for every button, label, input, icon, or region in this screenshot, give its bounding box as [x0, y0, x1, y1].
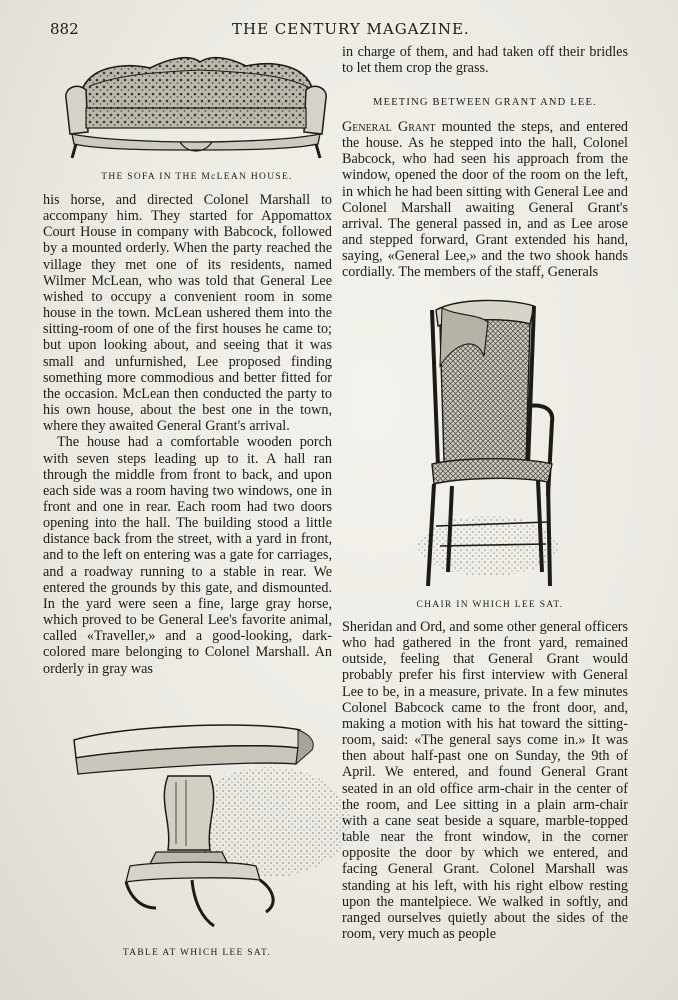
right-paragraph-2: Sheridan and Ord, and some other general officers who had gathered in the front yard, remained outside, feeling that General Grant would probably prefer his first interview with General Lee to be, in a measure, private. In a few minutes Colonel Babcock came to the front door, and, making a motion with his hat toward the sitting-room, said: «The general says come in.» It was then about half-past one on Sunday, the 9th of April. We entered, and found General Grant seated in an old office arm-chair in the center of the room, and Lee sitting in a plain arm-chair with a cane seat beside a square, marble-topped table near the front window, in the corner opposite the door by which we entered, and facing General Grant. Colonel Marshall was standing at his left, with his right elbow resting upon the mantelpiece. We walked in softly, and ranged ourselves quietly about the sides of the room, very much as people [342, 619, 628, 942]
running-head: THE CENTURY MAGAZINE. [232, 20, 470, 38]
right-column-p1 [342, 119, 628, 281]
page-header [0, 20, 678, 42]
section-heading: MEETING BETWEEN GRANT AND LEE. [373, 97, 597, 108]
left-paragraph-1: his horse, and directed Colonel Marshall to accompany him. They started for Appomattox Court House in company with Babcock, followed by a mounted orderly. When the party reached the village they met one of its residents, named Wilmer McLean, who was told that General Lee wished to occupy a convenient room in some house in the town. McLean ushered them into the sitting-room of one of the first houses he came to; but upon looking about, and seeing that it was small and unfurnished, Lee proposed finding something more commodious and better fitted for the occasion. McLean then conducted the party to his own house, about the best one in the town, where they awaited General Grant's arrival. [43, 192, 332, 435]
lead-words: General Grant [342, 119, 436, 135]
sofa-illustration [60, 50, 332, 162]
left-paragraph-2: The house had a comfortable wooden porch with seven steps leading up to it. A hall ran through the middle from front to back, and upon each side was a room having two windows, one in front and one in rear. Each room had two doors opening into the hall. The building stood a little distance back from the street, with a yard in front, and to the left on entering was a gate for carriages, and a roadway running to a stable in rear. We entered the grounds by this gate, and dismounted. In the yard were seen a fine, large gray horse, which proved to be General Lee's favorite animal, called «Traveller,» and a good-looking, dark-colored mare belonging to Colonel Marshall. An orderly in gray was [43, 434, 332, 677]
sofa-caption: THE SOFA IN THE McLEAN HOUSE. [101, 172, 293, 182]
right-paragraph-1-rest: mounted the steps, and entered the house. As he stepped into the hall, Colonel Babcock, who had seen his approach from the window, opened the door of the room on the left, in which he had been sitting with General Lee and Colonel Marshall awaiting General Grant's arrival. The general passed in, and as Lee arose and stepped forward, Grant extended his hand, saying, «General Lee,» and the two shook hands cordially. The members of the staff, Generals [342, 119, 628, 281]
chair-caption: CHAIR IN WHICH LEE SAT. [416, 600, 564, 610]
table-illustration [60, 712, 350, 937]
right-column-p2 [342, 619, 628, 942]
page-number: 882 [50, 20, 79, 38]
left-column [43, 192, 332, 677]
right-paragraph-1 [342, 119, 628, 281]
table-caption: TABLE AT WHICH LEE SAT. [122, 948, 272, 958]
chair-illustration [418, 296, 578, 592]
right-column-top [342, 44, 628, 76]
right-top-text: in charge of them, and had taken off their bridles to let them crop the grass. [342, 44, 628, 77]
